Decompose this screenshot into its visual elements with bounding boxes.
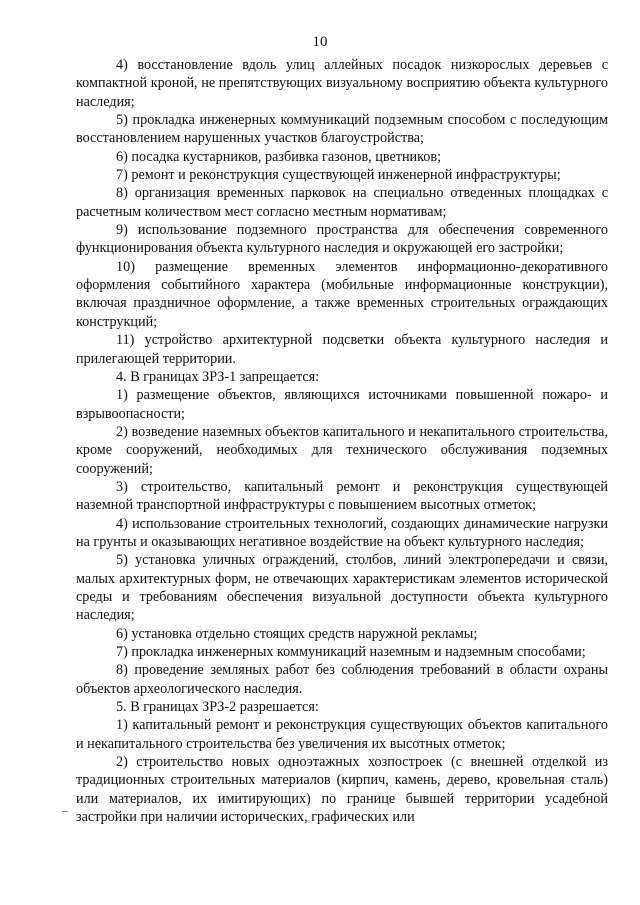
prohibition-item-4: 4) использование строительных технологий, создающих динамические нагрузки на грунты и оказывающих негативное воздействие на объект культурного наследия; — [76, 515, 608, 550]
prohibition-item-7: 7) прокладка инженерных коммуникаций наземным и надземным способами; — [116, 644, 586, 660]
margin-mark — [62, 811, 68, 812]
paragraph-item-7: 7) ремонт и реконструкция существующей инженерной инфраструктуры; — [116, 167, 561, 184]
prohibition-item-8: 8) проведение земляных работ без соблюдения требований в области охраны объектов археологического наследия. — [76, 662, 608, 697]
section-heading-5: 5. В границах ЗРЗ-2 разрешается: — [116, 699, 319, 716]
prohibition-item-1: 1) размещение объектов, являющихся источниками повышенной пожаро- и взрывоопасности; — [76, 387, 608, 422]
prohibition-item-2: 2) возведение наземных объектов капитального и некапитального строительства, кроме сооружений, необходимых для технического обслуживания подземных сооружений; — [76, 423, 608, 477]
paragraph-item-4: 4) восстановление вдоль улиц аллейных посадок низкорослых деревьев с компактной кроной, не препятствующих визуальному восприятию объекта культурного наследия; — [76, 57, 608, 110]
paragraph-item-11: 11) устройство архитектурной подсветки объекта культурного наследия и прилегающей территории. — [76, 332, 608, 367]
section-heading-4: 4. В границах ЗРЗ-1 запрещается: — [116, 368, 320, 385]
permission-item-2: 2) строительство новых одноэтажных хозпостроек (с внешней отделкой из традиционных строительных материалов (кирпич, камень, дерево, кровельная сталь) или материалов, их имитирующих) по границе бывшей территории усадебной застройки при наличии исторических, графических или — [76, 754, 608, 826]
paragraph-item-9: 9) использование подземного пространства для обеспечения современного функционирования объекта культурного наследия и окружающей его застройки; — [76, 222, 608, 257]
permission-item-1: 1) капитальный ремонт и реконструкция существующих объектов капитального и некапитального строительства без увеличения их высотных отметок; — [76, 717, 608, 752]
page-number: 10 — [312, 34, 328, 50]
prohibition-item-6: 6) установка отдельно стоящих средств наружной рекламы; — [116, 625, 478, 642]
prohibition-item-3: 3) строительство, капитальный ремонт и реконструкция существующей наземной транспортной инфраструктуры с повышением высотных отметок; — [76, 478, 608, 514]
paragraph-item-10: 10) размещение временных элементов информационно-декоративного оформления событийного характера (мобильные информационные конструкции), включая праздничное оформление, а также временных строительных ограждающих конструкций; — [76, 258, 608, 330]
paragraph-item-8: 8) организация временных парковок на специально отведенных площадках с расчетным количеством мест согласно местным нормативам; — [76, 185, 608, 220]
paragraph-item-5: 5) прокладка инженерных коммуникаций подземным способом с последующим восстановлением нарушенных участков благоустройства; — [76, 112, 608, 147]
prohibition-item-5: 5) установка уличных ограждений, столбов, линий электропередачи и связи, малых архитектурных форм, не отвечающих характеристикам элементов исторической среды и требованиям обеспечения визуальной доступности объекта культурного наследия; — [76, 552, 608, 624]
paragraph-item-6: 6) посадка кустарников, разбивка газонов, цветников; — [116, 148, 442, 165]
document-body — [76, 56, 608, 826]
